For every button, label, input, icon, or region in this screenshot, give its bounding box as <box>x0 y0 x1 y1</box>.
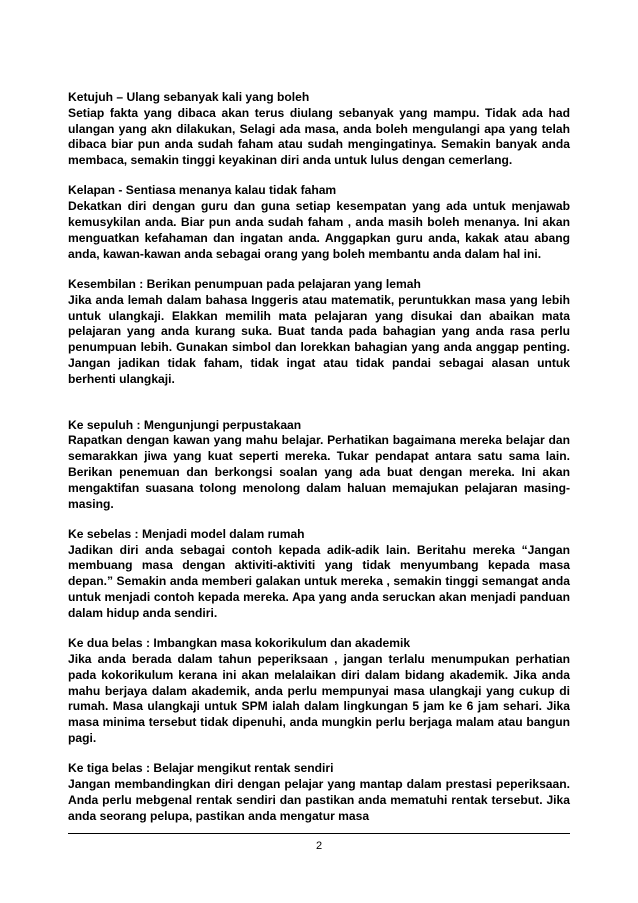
section-ke-tiga-belas <box>68 761 570 824</box>
section-heading: Ke sepuluh : Mengunjungi perpustakaan <box>68 417 302 432</box>
footer-divider <box>68 833 570 834</box>
section-ke-sepuluh <box>68 418 570 513</box>
page-content <box>68 90 570 839</box>
section-kesembilan <box>68 277 570 388</box>
section-heading: Kelapan - Sentiasa menanya kalau tidak faham <box>68 183 337 198</box>
section-body: Dekatkan diri dengan guru dan guna setiap kesempatan yang ada untuk menjawab kemusykilan anda. Biar pun anda sudah faham , anda masih boleh menanya. Ini akan menguatkan kefahaman dan ingatan anda. Anggapkan guru anda, kakak atau abang anda, kawan-kawan anda sebagai orang yang boleh membantu anda dalam hal ini. <box>68 199 570 261</box>
section-heading: Ke tiga belas : Belajar mengikut rentak sendiri <box>68 761 334 776</box>
section-ketujuh <box>68 90 570 169</box>
section-heading: Ke dua belas : Imbangkan masa kokorikulum dan akademik <box>68 636 411 651</box>
section-ke-sebelas <box>68 527 570 622</box>
section-ke-dua-belas <box>68 636 570 747</box>
section-body: Jika anda berada dalam tahun peperiksaan , jangan terlalu menumpukan perhatian pada kokorikulum kerana ini akan melalaikan diri dalam bidang akademik. Jika anda mahu berjaya dalam akademik, anda perlu mempunyai masa ulangkaji yang cukup di rumah. Masa ulangkaji untuk SPM ialah dalam lingkungan 5 jam ke 6 jam sehari. Jika masa minima tersebut tidak dipenuhi, anda mungkin perlu berjaga malam atau bangun pagi. <box>68 651 570 745</box>
page-number: 2 <box>315 840 323 852</box>
section-body: Jika anda lemah dalam bahasa Inggeris atau matematik, peruntukkan masa yang lebih untuk ulangkaji. Elakkan memilih mata pelajaran yang disukai dan abaikan mata pelajaran yang anda kurang suka. Buat tanda pada bahagian yang anda rasa perlu penumpuan lebih. Gunakan simbol dan lorekkan bahagian yang anda anggap penting. Jangan jadikan tidak faham, tidak ingat atau tidak pandai sebagai alasan untuk berhenti ulangkaji. <box>68 292 570 386</box>
section-kelapan <box>68 183 570 262</box>
section-heading: Ketujuh – Ulang sebanyak kali yang boleh <box>68 90 310 104</box>
section-heading: Kesembilan : Berikan penumpuan pada pelajaran yang lemah <box>68 276 421 291</box>
section-body: Jadikan diri anda sebagai contoh kepada adik-adik lain. Beritahu mereka “Jangan membuang masa dengan aktiviti-aktiviti yang tidak menyumbang kepada masa depan.” Semakin anda memberi galakan untuk mereka , semakin tinggi semangat anda untuk menjadi contoh kepada mereka. Apa yang anda seruckan akan menjadi panduan dalam hidup anda sendiri. <box>68 542 570 620</box>
section-heading: Ke sebelas : Menjadi model dalam rumah <box>68 526 305 541</box>
section-body: Rapatkan dengan kawan yang mahu belajar. Perhatikan bagaimana mereka belajar dan semarakkan jiwa yang kuat seperti mereka. Tukar pendapat antara satu sama lain. Berikan penemuan dan berkongsi soalan yang ada buat dengan mereka. Ini akan mengaktifan suasana tolong menolong dalam haluan memajukan pelajaran masing-masing. <box>68 433 570 511</box>
section-body: Jangan membandingkan diri dengan pelajar yang mantap dalam prestasi peperiksaan. Anda perlu mebgenal rentak sendiri dan pastikan anda mematuhi rentak tersebut. Jika anda seorang pelupa, pastikan anda mengatur masa <box>68 776 570 823</box>
section-body: Setiap fakta yang dibaca akan terus diulang sebanyak yang mampu. Tidak ada had ulangan yang akn dilakukan, Selagi ada masa, anda boleh mengulangi apa yang telah dibaca biar pun anda sudah faham atau sudah mengingatinya. Semakin banyak anda membaca, semakin tinggi keyakinan diri anda untuk lulus dengan cemerlang. <box>68 105 570 168</box>
